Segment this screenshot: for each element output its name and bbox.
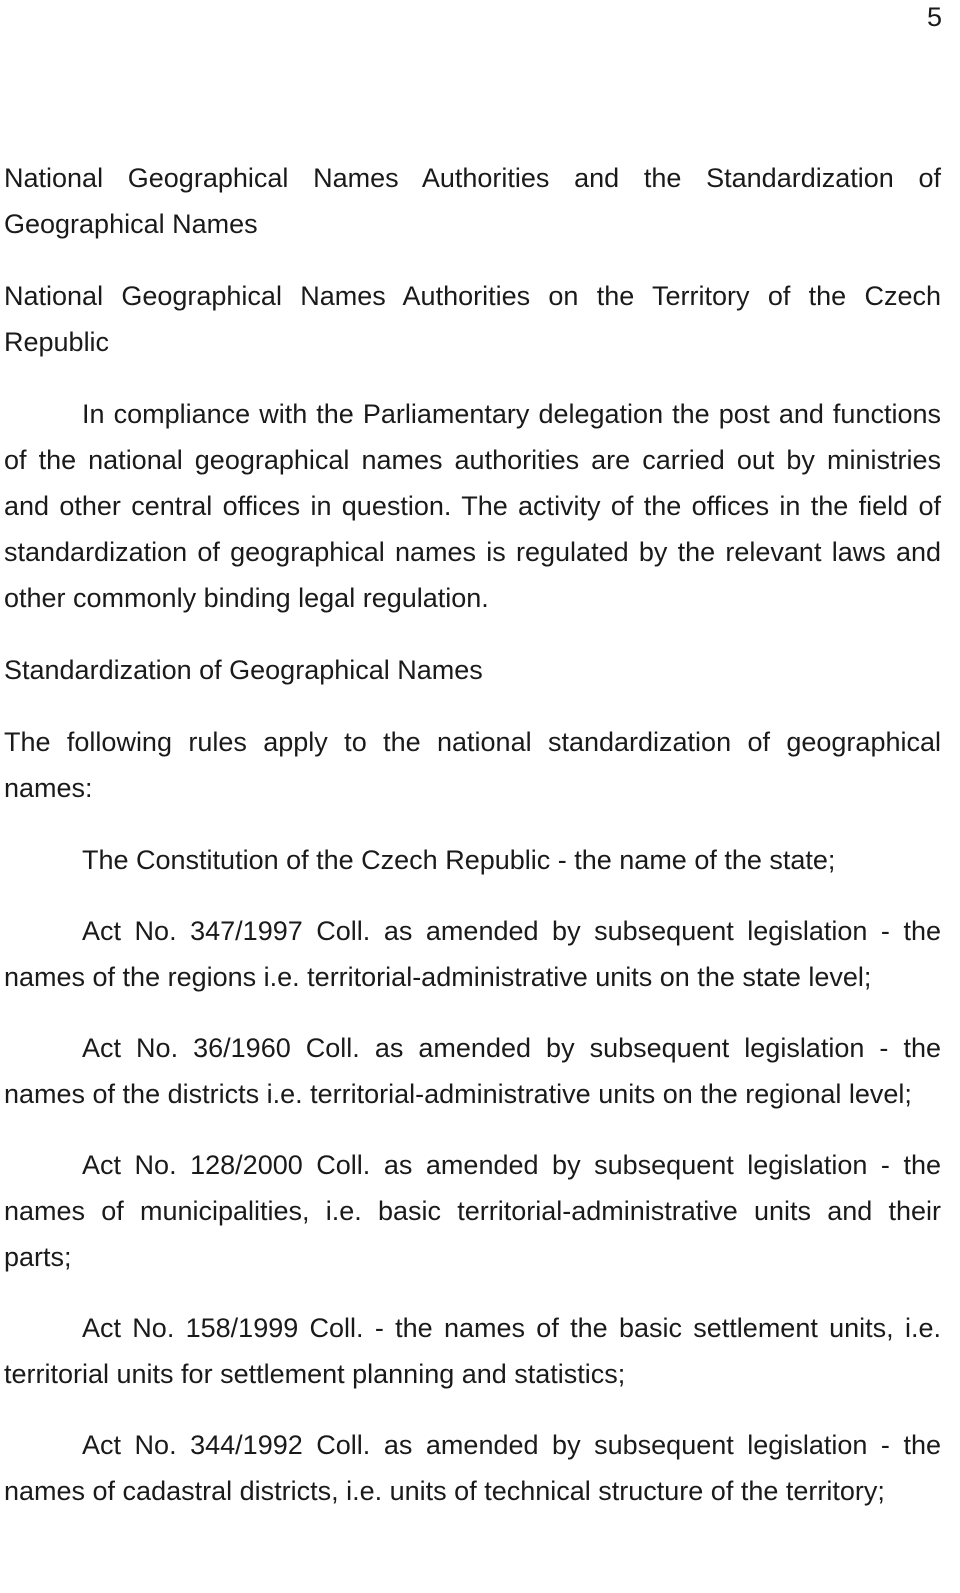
- page-number: 5: [926, 2, 942, 32]
- rules-intro: The following rules apply to the national standardization of geographical names:: [4, 727, 941, 803]
- rule-item: Act No. 128/2000 Coll. as amended by subsequent legislation - the names of municipalities, i.e. basic territorial-administrative units and their parts;: [4, 1150, 941, 1272]
- section-heading: National Geographical Names Authorities and the Standardization of Geographical Names: [4, 163, 941, 239]
- subsection-heading: National Geographical Names Authorities on the Territory of the Czech Republic: [4, 281, 941, 357]
- rule-item: Act No. 36/1960 Coll. as amended by subsequent legislation - the names of the districts i.e. territorial-administrative units on the regional level;: [4, 1033, 941, 1109]
- rule-item: The Constitution of the Czech Republic - the name of the state;: [82, 845, 836, 875]
- rule-item: Act No. 347/1997 Coll. as amended by subsequent legislation - the names of the regions i.e. territorial-administrative units on the state level;: [4, 916, 941, 992]
- rule-item: Act No. 344/1992 Coll. as amended by subsequent legislation - the names of cadastral districts, i.e. units of technical structure of the territory;: [4, 1430, 941, 1506]
- document-body: [4, 155, 941, 1514]
- subsection-heading-standardization: Standardization of Geographical Names: [4, 655, 483, 685]
- rule-item: Act No. 158/1999 Coll. - the names of the basic settlement units, i.e. territorial units for settlement planning and statistics;: [4, 1313, 941, 1389]
- body-paragraph: In compliance with the Parliamentary delegation the post and functions of the national geographical names authorities are carried out by ministries and other central offices in question. The activity of the offices in the field of standardization of geographical names is regulated by the relevant laws and other commonly binding legal regulation.: [4, 399, 941, 613]
